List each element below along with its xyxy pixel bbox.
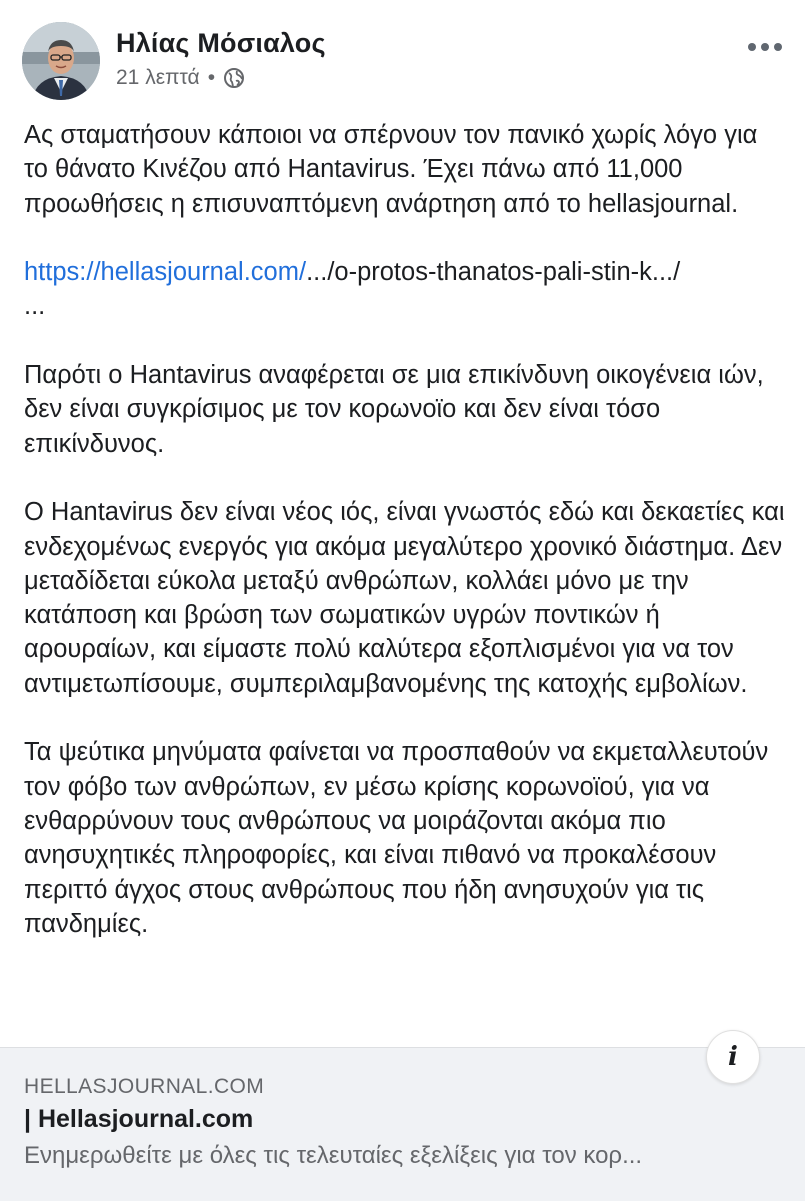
card-domain: HELLASJOURNAL.COM <box>24 1075 265 1098</box>
post-paragraph-2: Παρότι ο Hantavirus αναφέρεται σε μια επικίνδυνη οικογένεια ιών, δεν είναι συγκρίσιμος με τον κορωνοϊο και δεν είναι τόσο επικίνδυνος. <box>24 361 764 458</box>
post-paragraph-1: Ας σταματήσουν κάποιοι να σπέρνουν τον πανικό χωρίς λόγο για το θάνατο Κινέζου από Hantavirus. Έχει πάνω από 11,000 προωθήσεις η επισυναπτόμενη ανάρτηση από το hellasjournal. <box>24 121 758 218</box>
post-link[interactable] <box>24 258 306 286</box>
more-dots-icon[interactable] <box>747 40 783 54</box>
post-link-main: https://hellasjournal.com/ <box>24 258 307 287</box>
post-link-rest: .../o-protos-thanatos-pali-stin-k.../ <box>306 258 681 287</box>
info-icon[interactable] <box>706 1030 760 1084</box>
author-name[interactable]: Ηλίας Μόσιαλος <box>116 28 326 58</box>
globe-icon[interactable] <box>223 67 245 89</box>
post-body <box>24 118 786 941</box>
card-description: Ενημερωθείτε με όλες τις τελευταίες εξελίξεις για τον κορ... <box>24 1142 643 1169</box>
post-time[interactable]: 21 λεπτά <box>116 66 200 89</box>
post-link-ellipsis: ... <box>24 292 46 321</box>
meta-separator: • <box>207 66 216 89</box>
post-link-paragraph <box>24 255 786 324</box>
post-paragraph-4: Τα ψεύτικα μηνύματα φαίνεται να προσπαθούν να εκμεταλλευτούν τον φόβο των ανθρώπων, εν μέσω κρίσης κορωνοϊού, για να ενθαρρύνουν τους ανθρώπους να μοιράζονται ακόμα πιο ανησυχητικές πληροφορίες, και είναι πιθανό να προκαλέσουν περιττό άγχος στους ανθρώπους που ήδη ανησυχούν για τις πανδημίες. <box>24 738 769 938</box>
author-avatar[interactable] <box>22 22 100 100</box>
post-paragraph-3: Ο Hantavirus δεν είναι νέος ιός, είναι γνωστός εδώ και δεκαετίες και ενδεχομένως ενεργός για ακόμα μεγαλύτερο χρονικό διάστημα. Δεν μεταδίδεται εύκολα μεταξύ ανθρώπων, κολλάει μόνο με την κατάποση και βρώση των σωματικών υγρών ποντικών ή αρουραίων, και είμαστε πολύ καλύτερα εξοπλισμένοι για να τον αντιμετωπίσουμε, συμπεριλαμβανομένης της κατοχής εμβολίων. <box>24 498 785 698</box>
post-meta <box>116 66 245 90</box>
card-title[interactable]: | Hellasjournal.com <box>24 1105 254 1133</box>
info-label: i <box>728 1042 738 1072</box>
avatar-photo <box>22 22 100 100</box>
